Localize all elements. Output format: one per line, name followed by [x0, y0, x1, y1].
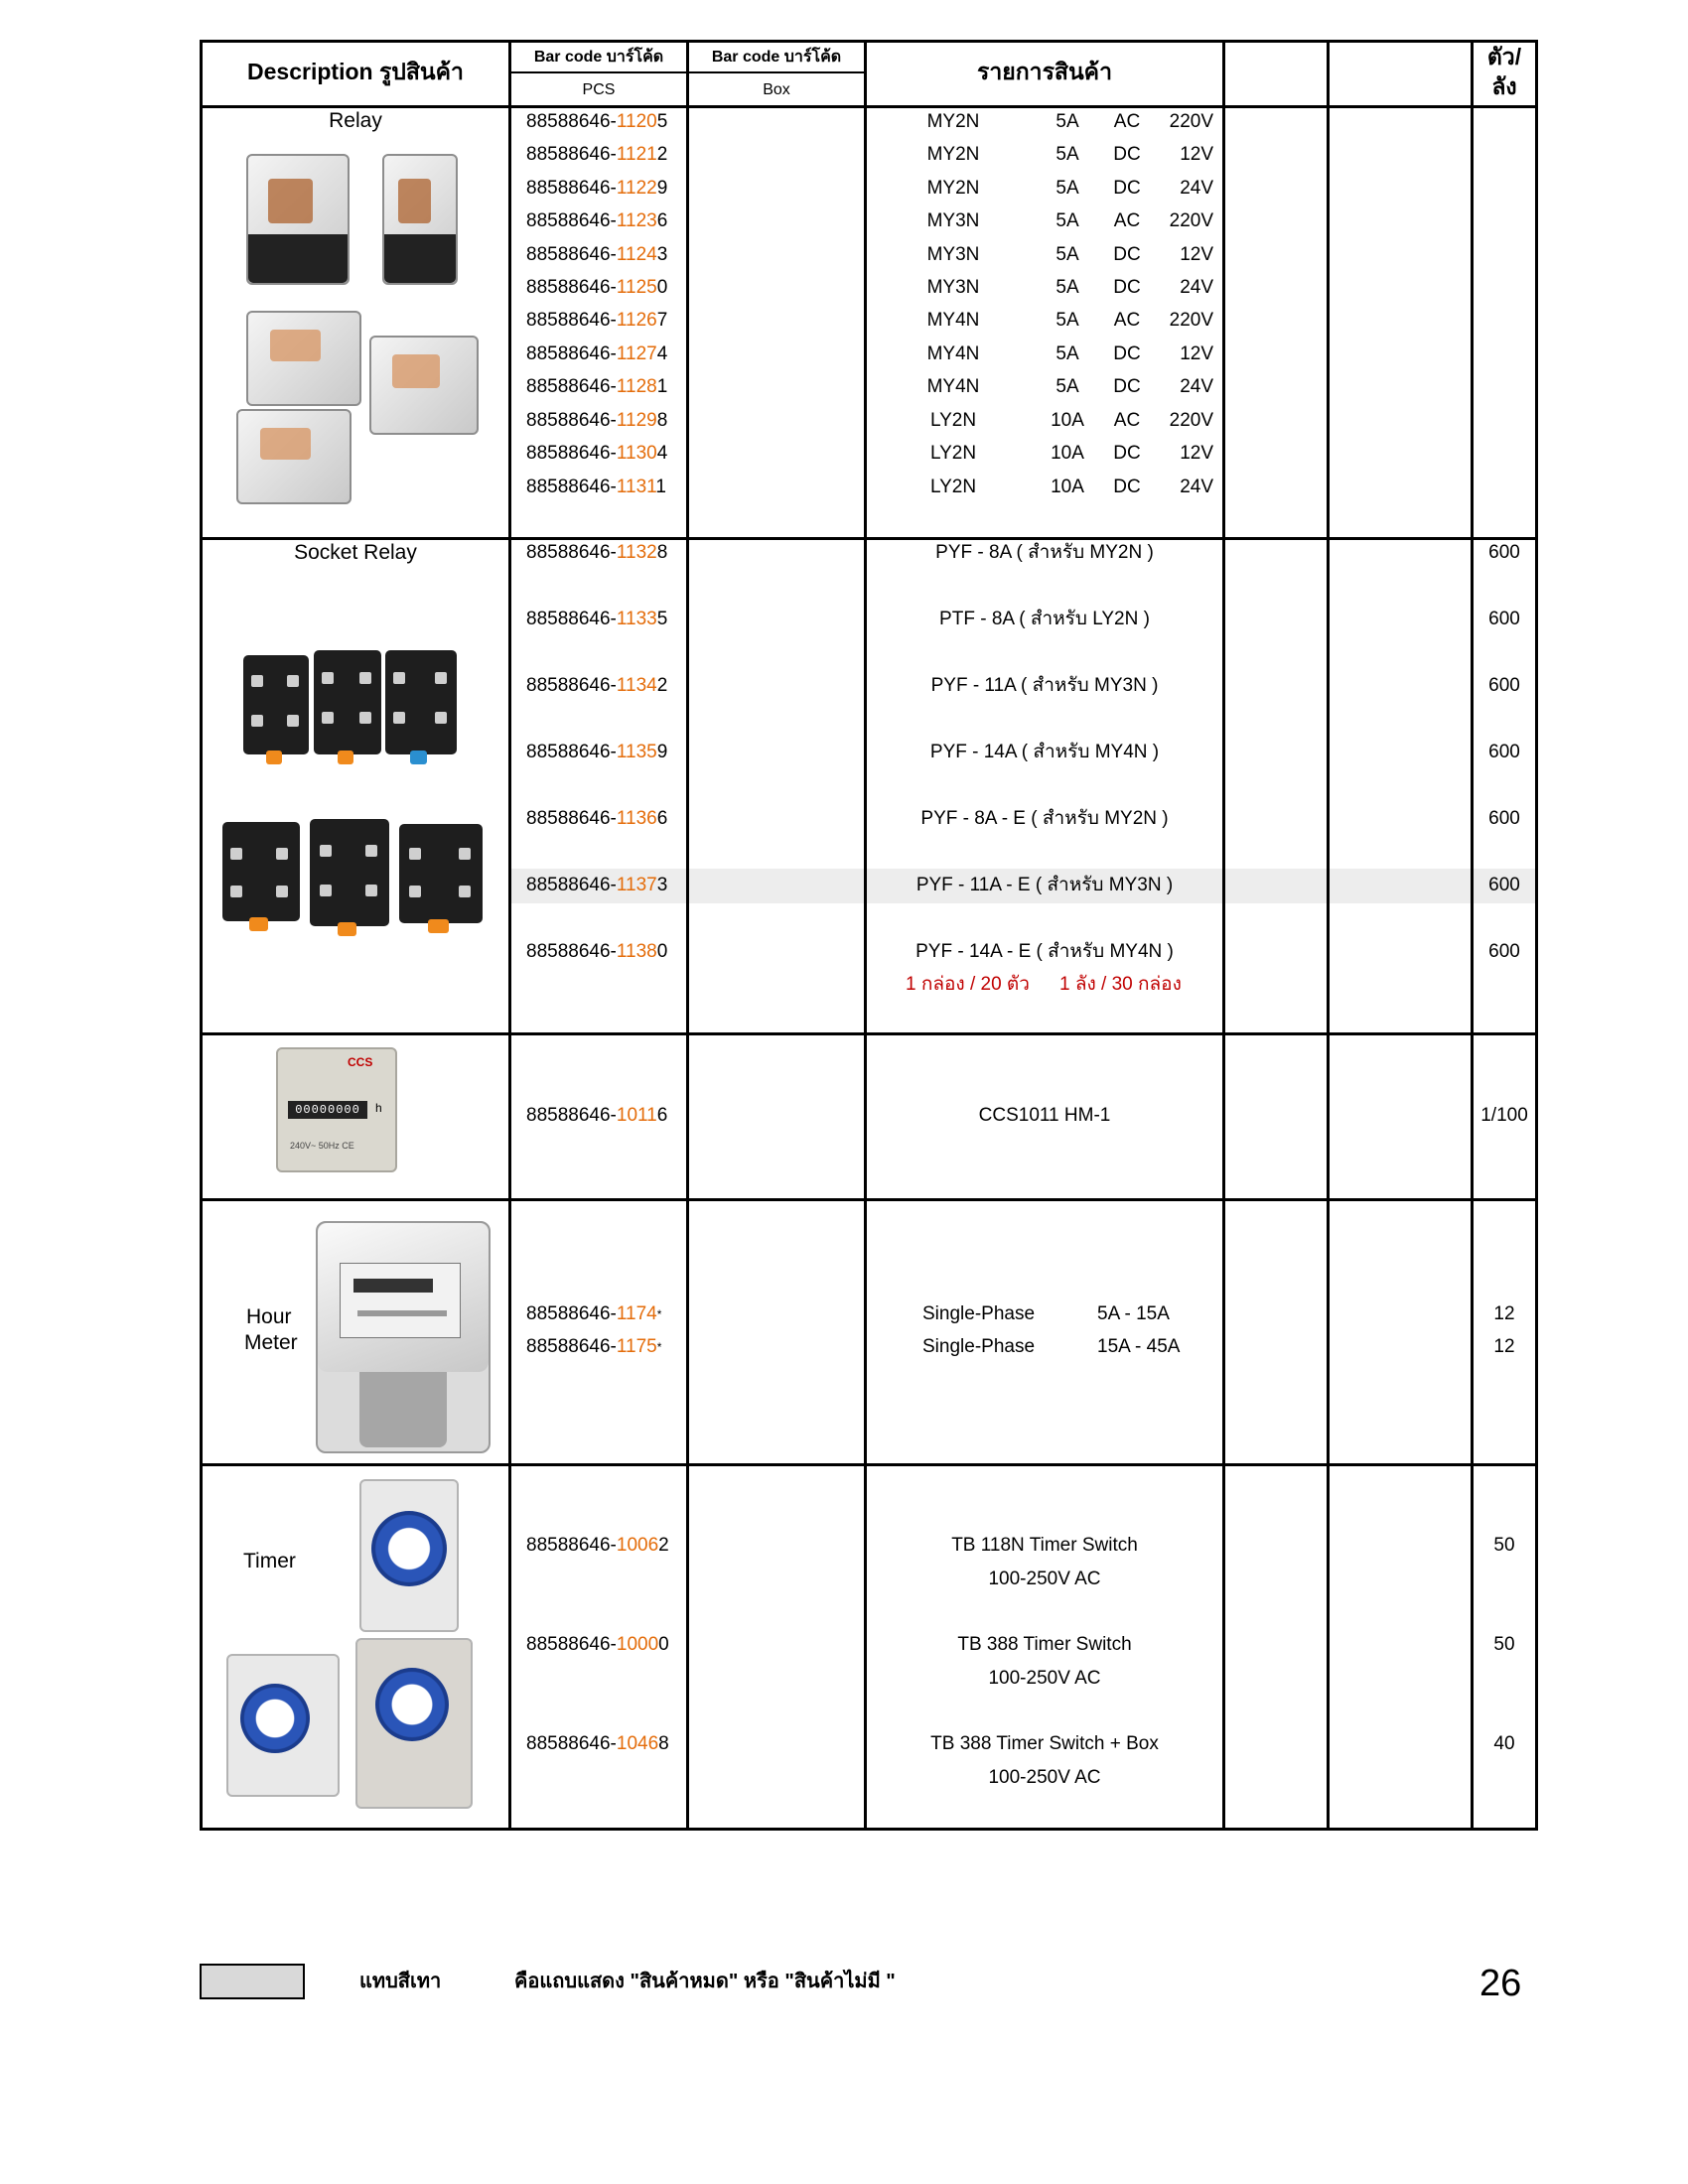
qty-per-carton: 1/100 — [1480, 1105, 1528, 1126]
timer-name: TB 388 Timer Switch — [957, 1634, 1132, 1655]
table-row — [0, 1302, 1688, 1326]
table-row — [0, 442, 1688, 466]
relay-type: AC — [1113, 410, 1141, 431]
socket-desc: PYF - 14A ( สำหรับ MY4N ) — [929, 742, 1160, 762]
relay-type: DC — [1113, 343, 1141, 364]
barcode-pcs: 88588646-11250 — [526, 277, 668, 298]
relay-model: MY4N — [926, 376, 980, 397]
table-row — [0, 940, 1688, 964]
barcode-pcs: 88588646-11274 — [526, 343, 668, 364]
relay-volt: 12V — [1180, 144, 1213, 165]
relay-amp: 5A — [1055, 144, 1079, 165]
relay-amp: 5A — [1055, 343, 1079, 364]
table-row — [0, 1335, 1688, 1359]
table-row — [0, 243, 1688, 267]
qty-per-carton: 50 — [1493, 1535, 1515, 1556]
relay-type: DC — [1113, 443, 1141, 464]
table-row — [0, 309, 1688, 333]
relay-model: MY3N — [926, 210, 980, 231]
timer-voltage: 100-250V AC — [988, 1668, 1101, 1689]
socket-desc: PYF - 11A ( สำหรับ MY3N ) — [930, 675, 1159, 696]
relay-type: AC — [1113, 210, 1141, 231]
category-socket-relay: Socket Relay — [294, 541, 417, 564]
relay-volt: 220V — [1169, 310, 1213, 331]
barcode-pcs: 88588646-11380 — [526, 941, 668, 962]
counter-brand-logo: CCS — [348, 1055, 373, 1069]
relay-volt: 220V — [1169, 210, 1213, 231]
relay-type: DC — [1113, 144, 1141, 165]
barcode-pcs: 88588646-10116 — [526, 1105, 668, 1126]
meter-phase: Single-Phase — [922, 1303, 1036, 1324]
relay-amp: 10A — [1051, 443, 1084, 464]
barcode-pcs: 88588646-11373 — [526, 875, 668, 895]
barcode-pcs: 88588646-11311 — [526, 477, 666, 497]
barcode-pcs: 88588646-10468 — [526, 1733, 669, 1754]
relay-amp: 5A — [1055, 376, 1079, 397]
category-timer: Timer — [243, 1550, 296, 1572]
counter-spec: 240V~ 50Hz CE — [290, 1141, 354, 1151]
relay-type: DC — [1113, 244, 1141, 265]
header-barcode-pcs: Bar code บาร์โค้ด — [533, 49, 664, 66]
relay-volt: 24V — [1180, 376, 1213, 397]
relay-model: LY2N — [929, 443, 977, 464]
table-row — [0, 375, 1688, 399]
barcode-pcs: 88588646-11281 — [526, 376, 668, 397]
qty-per-carton: 600 — [1488, 542, 1520, 563]
table-row — [0, 209, 1688, 233]
table-row — [0, 409, 1688, 433]
relay-model: MY2N — [926, 178, 980, 199]
qty-per-carton: 40 — [1493, 1733, 1515, 1754]
barcode-pcs: 88588646-11304 — [526, 443, 668, 464]
header-description: Description รูปสินค้า — [247, 59, 464, 84]
table-row — [0, 276, 1688, 300]
relay-model: MY3N — [926, 277, 980, 298]
barcode-pcs: 88588646-11342 — [526, 675, 668, 696]
qty-per-carton: 600 — [1488, 875, 1520, 895]
relay-model: MY3N — [926, 244, 980, 265]
meter-phase: Single-Phase — [922, 1336, 1036, 1357]
timer-name: TB 118N Timer Switch — [951, 1535, 1138, 1556]
relay-amp: 5A — [1055, 210, 1079, 231]
qty-per-carton: 12 — [1493, 1336, 1515, 1357]
table-row — [0, 741, 1688, 764]
relay-volt: 24V — [1180, 178, 1213, 199]
table-row — [0, 342, 1688, 366]
category-relay: Relay — [329, 109, 382, 132]
table-row — [0, 807, 1688, 831]
relay-amp: 10A — [1051, 477, 1084, 497]
qty-per-carton: 600 — [1488, 675, 1520, 696]
table-row — [0, 177, 1688, 201]
grey-band-swatch — [200, 1964, 305, 1999]
table-row — [0, 874, 1688, 897]
table-row — [0, 608, 1688, 631]
relay-type: DC — [1113, 376, 1141, 397]
relay-volt: 12V — [1180, 443, 1213, 464]
qty-per-carton: 600 — [1488, 609, 1520, 629]
table-row — [0, 674, 1688, 698]
barcode-pcs: 88588646-11243 — [526, 244, 668, 265]
socket-desc: PYF - 11A - E ( สำหรับ MY3N ) — [915, 875, 1174, 895]
category-hour-meter-2: Meter — [244, 1331, 298, 1354]
qty-per-carton: 600 — [1488, 941, 1520, 962]
table-row — [0, 476, 1688, 499]
barcode-pcs: 88588646-11229 — [526, 178, 668, 199]
counter-desc: CCS1011 HM-1 — [978, 1105, 1111, 1126]
relay-type: DC — [1113, 178, 1141, 199]
barcode-pcs: 88588646-1174* — [526, 1303, 662, 1324]
table-row — [0, 1534, 1688, 1593]
relay-amp: 5A — [1055, 277, 1079, 298]
qty-per-carton: 600 — [1488, 808, 1520, 829]
barcode-pcs: 88588646-11205 — [526, 111, 668, 132]
socket-desc: PYF - 14A - E ( สำหรับ MY4N ) — [915, 941, 1174, 962]
relay-model: MY4N — [926, 343, 980, 364]
relay-amp: 10A — [1051, 410, 1084, 431]
category-hour-meter-1: Hour — [246, 1305, 292, 1328]
timer-voltage: 100-250V AC — [988, 1767, 1101, 1788]
counter-unit: h — [375, 1101, 382, 1115]
packing-note-carton: 1 ลัง / 30 กล่อง — [1059, 974, 1182, 995]
packing-note-box: 1 กล่อง / 20 ตัว — [906, 974, 1030, 995]
header-barcode-pcs-sub: PCS — [582, 81, 616, 98]
relay-model: MY2N — [926, 111, 980, 132]
relay-model: LY2N — [929, 410, 977, 431]
barcode-pcs: 88588646-1175* — [526, 1336, 662, 1357]
barcode-pcs: 88588646-11328 — [526, 542, 668, 563]
barcode-pcs: 88588646-11236 — [526, 210, 668, 231]
counter-row — [0, 1104, 1688, 1128]
relay-type: DC — [1113, 277, 1141, 298]
barcode-pcs: 88588646-11212 — [526, 144, 668, 165]
barcode-pcs: 88588646-10062 — [526, 1535, 669, 1556]
table-row — [0, 143, 1688, 167]
barcode-pcs: 88588646-10000 — [526, 1634, 669, 1655]
page-number: 26 — [1479, 1963, 1522, 2004]
header-barcode-box: Bar code บาร์โค้ด — [711, 49, 842, 66]
relay-volt: 24V — [1180, 477, 1213, 497]
timer-name: TB 388 Timer Switch + Box — [930, 1733, 1159, 1754]
barcode-pcs: 88588646-11366 — [526, 808, 668, 829]
socket-desc: PTF - 8A ( สำหรับ LY2N ) — [939, 609, 1150, 629]
relay-type: AC — [1113, 310, 1141, 331]
qty-per-carton: 50 — [1493, 1634, 1515, 1655]
table-row — [0, 1633, 1688, 1693]
relay-volt: 220V — [1169, 410, 1213, 431]
table-row — [0, 110, 1688, 134]
relay-amp: 5A — [1055, 310, 1079, 331]
meter-range: 15A - 45A — [1097, 1336, 1181, 1357]
barcode-pcs: 88588646-11267 — [526, 310, 668, 331]
legend-description: คือแถบแสดง "สินค้าหมด" หรือ "สินค้าไม่มี " — [514, 1971, 896, 1992]
relay-type: DC — [1113, 477, 1141, 497]
relay-model: MY2N — [926, 144, 980, 165]
header-barcode-box-sub: Box — [763, 81, 790, 98]
relay-volt: 24V — [1180, 277, 1213, 298]
qty-per-carton: 600 — [1488, 742, 1520, 762]
socket-desc: PYF - 8A - E ( สำหรับ MY2N ) — [920, 808, 1169, 829]
barcode-pcs: 88588646-11298 — [526, 410, 668, 431]
header-items: รายการสินค้า — [976, 59, 1112, 84]
relay-volt: 12V — [1180, 343, 1213, 364]
header-per-carton-1: ตัว/ — [1486, 44, 1522, 69]
relay-volt: 12V — [1180, 244, 1213, 265]
relay-model: LY2N — [929, 477, 977, 497]
relay-amp: 5A — [1055, 178, 1079, 199]
relay-model: MY4N — [926, 310, 980, 331]
table-row — [0, 541, 1688, 565]
relay-volt: 220V — [1169, 111, 1213, 132]
relay-type: AC — [1113, 111, 1141, 132]
header-per-carton-2: ลัง — [1491, 73, 1517, 99]
counter-digits: 00000000 — [288, 1101, 367, 1119]
timer-voltage: 100-250V AC — [988, 1569, 1101, 1589]
barcode-pcs: 88588646-11335 — [526, 609, 668, 629]
socket-desc: PYF - 8A ( สำหรับ MY2N ) — [935, 542, 1154, 563]
relay-amp: 5A — [1055, 111, 1079, 132]
legend-label: แทบสีเทา — [359, 1971, 442, 1992]
meter-range: 5A - 15A — [1097, 1303, 1170, 1324]
table-row — [0, 1732, 1688, 1792]
barcode-pcs: 88588646-11359 — [526, 742, 668, 762]
qty-per-carton: 12 — [1493, 1303, 1515, 1324]
relay-amp: 5A — [1055, 244, 1079, 265]
